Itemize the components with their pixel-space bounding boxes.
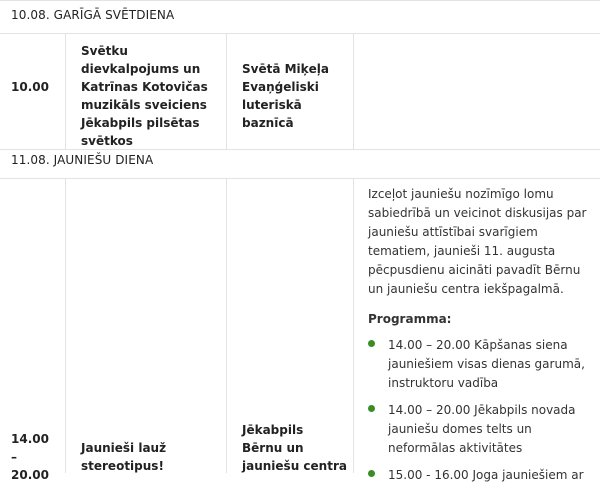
- event-place: Jēkabpils Bērnu un jauniešu centra: [242, 423, 347, 473]
- event-info: [368, 185, 593, 493]
- program-item-text: 15.00 - 16.00 Joga jauniešiem ar: [388, 468, 584, 482]
- event-time: 10.00: [11, 80, 49, 94]
- event-place: Svētā Miķeļa Evaņģeliski luteriskā baznīcā: [242, 62, 329, 130]
- list-item: [368, 401, 593, 458]
- program-title: Programma:: [368, 312, 452, 326]
- event-description: Izceļot jauniešu nozīmīgo lomu sabiedrībā un veicinot diskusijas par jauniešu attīstībai svarīgiem tematiem, jaunieši 11. augusta pēcpusdienu aicināti pavadīt Bērnu un jauniešu centra iekšpagalmā.: [368, 187, 587, 296]
- bullet-icon: [368, 470, 375, 477]
- event-time: [11, 430, 61, 484]
- list-item: [368, 466, 593, 485]
- time-end: 20.00: [11, 468, 49, 482]
- column-divider: [353, 33, 354, 150]
- event-title: Svētku dievkalpojums un Katrīnas Kotovičas muzikāls sveiciens Jēkabpils pilsētas svētkos: [81, 44, 208, 148]
- column-divider: [65, 178, 66, 473]
- column-divider: [353, 178, 354, 473]
- program-list: [368, 336, 593, 485]
- day-header: 11.08. JAUNIEŠU DIENA: [11, 153, 154, 167]
- table-border: [0, 33, 600, 34]
- list-item: [368, 336, 593, 393]
- event-title: Jaunieši lauž stereotipus!: [81, 441, 167, 473]
- column-divider: [65, 33, 66, 150]
- bullet-icon: [368, 340, 375, 347]
- column-divider: [226, 178, 227, 473]
- program-item-text: 14.00 – 20.00 Jēkabpils novada jauniešu domes telts un neformālas aktivitātes: [388, 403, 576, 455]
- time-start: 14.00: [11, 432, 49, 446]
- program-item-text: 14.00 – 20.00 Kāpšanas siena jauniešiem visas dienas garumā, instruktoru vadība: [388, 338, 585, 390]
- table-border: [0, 178, 600, 179]
- time-dash: –: [11, 450, 17, 464]
- table-border: [0, 149, 600, 150]
- table-border: [0, 0, 600, 1]
- day-header: 10.08. GARĪGĀ SVĒTDIENA: [11, 8, 175, 22]
- bullet-icon: [368, 405, 375, 412]
- column-divider: [226, 33, 227, 150]
